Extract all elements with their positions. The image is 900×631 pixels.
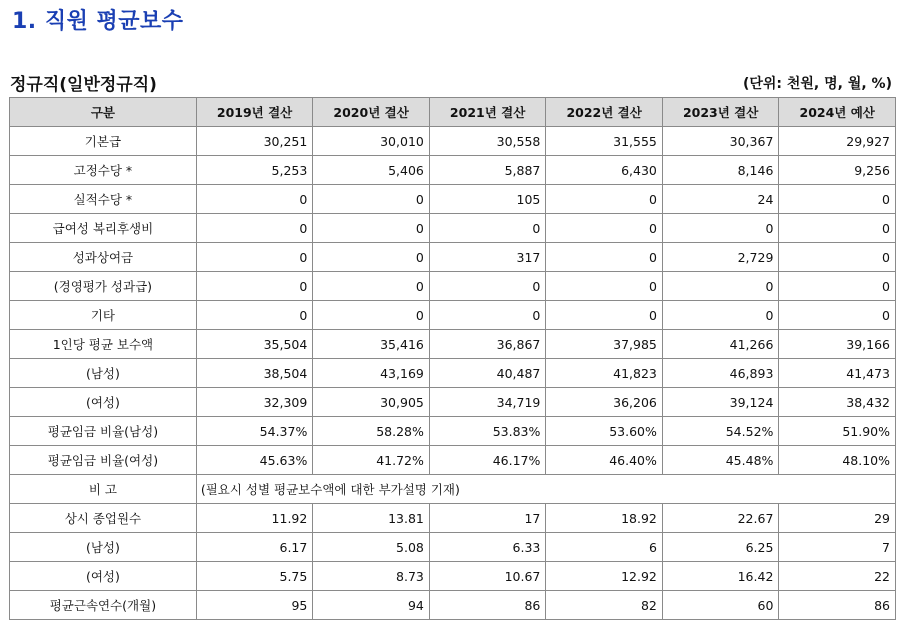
table-cell: 41.72%	[313, 446, 430, 475]
table-cell: 6.33	[429, 533, 546, 562]
table-row	[10, 388, 896, 417]
table-cell: 22.67	[662, 504, 779, 533]
table-cell: 60	[662, 591, 779, 620]
table-cell: 41,473	[779, 359, 896, 388]
table-cell: 12.92	[546, 562, 663, 591]
table-cell: 6	[546, 533, 663, 562]
table-cell: 29	[779, 504, 896, 533]
table-cell: 0	[196, 214, 313, 243]
column-header: 2024년 예산	[779, 98, 896, 127]
table-cell: 94	[313, 591, 430, 620]
table-cell: 8.73	[313, 562, 430, 591]
table-cell: 5.75	[196, 562, 313, 591]
column-header: 2020년 결산	[313, 98, 430, 127]
table-cell: 317	[429, 243, 546, 272]
table-cell: 0	[429, 214, 546, 243]
table-cell: 30,558	[429, 127, 546, 156]
column-header: 2022년 결산	[546, 98, 663, 127]
table-cell: 10.67	[429, 562, 546, 591]
table-cell: 18.92	[546, 504, 663, 533]
column-header: 2023년 결산	[662, 98, 779, 127]
table-cell: 9,256	[779, 156, 896, 185]
table-row	[10, 533, 896, 562]
row-label: 1인당 평균 보수액	[10, 330, 197, 359]
table-cell: 0	[779, 272, 896, 301]
table-cell: 46,893	[662, 359, 779, 388]
table-cell: 38,432	[779, 388, 896, 417]
table-cell: 0	[662, 272, 779, 301]
table-cell: 22	[779, 562, 896, 591]
table-cell: 35,504	[196, 330, 313, 359]
table-cell: 30,367	[662, 127, 779, 156]
table-cell: 17	[429, 504, 546, 533]
table-cell: 82	[546, 591, 663, 620]
table-cell: 48.10%	[779, 446, 896, 475]
row-label: 상시 종업원수	[10, 504, 197, 533]
table-cell: 0	[313, 214, 430, 243]
table-cell: 5,253	[196, 156, 313, 185]
table-row	[10, 185, 896, 214]
table-cell: 0	[779, 301, 896, 330]
table-row	[10, 417, 896, 446]
table-cell: 0	[313, 301, 430, 330]
table-cell: 36,206	[546, 388, 663, 417]
table-cell: 0	[546, 272, 663, 301]
remarks-label: 비 고	[10, 475, 197, 504]
table-cell: 11.92	[196, 504, 313, 533]
table-cell: 24	[662, 185, 779, 214]
table-cell: 0	[196, 185, 313, 214]
table-cell: 53.60%	[546, 417, 663, 446]
page-title: 1. 직원 평균보수	[12, 9, 184, 34]
table-cell: 105	[429, 185, 546, 214]
table-cell: 0	[546, 243, 663, 272]
table-cell: 54.52%	[662, 417, 779, 446]
table-cell: 46.40%	[546, 446, 663, 475]
table-cell: 0	[313, 243, 430, 272]
table-row	[10, 446, 896, 475]
table-row	[10, 127, 896, 156]
table-cell: 6.17	[196, 533, 313, 562]
table-cell: 7	[779, 533, 896, 562]
table-cell: 0	[313, 272, 430, 301]
table-cell: 86	[429, 591, 546, 620]
table-cell: 86	[779, 591, 896, 620]
table-cell: 0	[196, 272, 313, 301]
table-cell: 0	[779, 243, 896, 272]
table-row	[10, 562, 896, 591]
table-cell: 29,927	[779, 127, 896, 156]
table-cell: 43,169	[313, 359, 430, 388]
table-cell: 30,010	[313, 127, 430, 156]
table-cell: 2,729	[662, 243, 779, 272]
table-cell: 0	[313, 185, 430, 214]
row-label: (여성)	[10, 562, 197, 591]
table-cell: 45.48%	[662, 446, 779, 475]
table-cell: 13.81	[313, 504, 430, 533]
table-cell: 0	[546, 185, 663, 214]
table-cell: 95	[196, 591, 313, 620]
table-cell: 51.90%	[779, 417, 896, 446]
table-cell: 34,719	[429, 388, 546, 417]
table-cell: 0	[662, 214, 779, 243]
table-cell: 5,406	[313, 156, 430, 185]
row-label: 기본급	[10, 127, 197, 156]
table-cell: 0	[546, 301, 663, 330]
table-cell: 0	[429, 272, 546, 301]
row-label: 고정수당 *	[10, 156, 197, 185]
table-cell: 58.28%	[313, 417, 430, 446]
table-cell: 0	[779, 214, 896, 243]
table-cell: 40,487	[429, 359, 546, 388]
table-cell: 37,985	[546, 330, 663, 359]
table-cell: 31,555	[546, 127, 663, 156]
row-label: (경영평가 성과급)	[10, 272, 197, 301]
table-cell: 39,124	[662, 388, 779, 417]
table-row	[10, 272, 896, 301]
table-row	[10, 301, 896, 330]
table-cell: 32,309	[196, 388, 313, 417]
table-row	[10, 214, 896, 243]
table-row	[10, 504, 896, 533]
table-cell: 38,504	[196, 359, 313, 388]
header-row	[10, 98, 896, 127]
table-cell: 35,416	[313, 330, 430, 359]
row-label: 실적수당 *	[10, 185, 197, 214]
table-cell: 30,251	[196, 127, 313, 156]
table-cell: 0	[196, 301, 313, 330]
table-cell: 53.83%	[429, 417, 546, 446]
remarks-row	[10, 475, 896, 504]
table-cell: 54.37%	[196, 417, 313, 446]
salary-table	[9, 97, 896, 620]
row-label: (남성)	[10, 359, 197, 388]
table-cell: 45.63%	[196, 446, 313, 475]
table-cell: 46.17%	[429, 446, 546, 475]
table-cell: 8,146	[662, 156, 779, 185]
column-header: 2019년 결산	[196, 98, 313, 127]
row-label: 급여성 복리후생비	[10, 214, 197, 243]
table-row	[10, 330, 896, 359]
table-cell: 41,823	[546, 359, 663, 388]
column-header: 구분	[10, 98, 197, 127]
section-title: 정규직(일반정규직)	[10, 75, 157, 95]
unit-note: (단위: 천원, 명, 월, %)	[742, 76, 892, 92]
column-header: 2021년 결산	[429, 98, 546, 127]
table-cell: 6.25	[662, 533, 779, 562]
table-cell: 36,867	[429, 330, 546, 359]
table-row	[10, 243, 896, 272]
row-label: 평균임금 비율(여성)	[10, 446, 197, 475]
table-cell: 0	[429, 301, 546, 330]
table-cell: 16.42	[662, 562, 779, 591]
table-cell: 6,430	[546, 156, 663, 185]
table-cell: 0	[546, 214, 663, 243]
table-row	[10, 156, 896, 185]
table-cell: 39,166	[779, 330, 896, 359]
row-label: 기타	[10, 301, 197, 330]
table-cell: 0	[779, 185, 896, 214]
table-row	[10, 591, 896, 620]
row-label: 평균근속연수(개월)	[10, 591, 197, 620]
row-label: 평균임금 비율(남성)	[10, 417, 197, 446]
remarks-text: (필요시 성별 평균보수액에 대한 부가설명 기재)	[196, 475, 895, 504]
row-label: (남성)	[10, 533, 197, 562]
table-cell: 30,905	[313, 388, 430, 417]
table-cell: 5,887	[429, 156, 546, 185]
table-cell: 0	[662, 301, 779, 330]
table-cell: 41,266	[662, 330, 779, 359]
row-label: (여성)	[10, 388, 197, 417]
table-row	[10, 359, 896, 388]
row-label: 성과상여금	[10, 243, 197, 272]
table-cell: 0	[196, 243, 313, 272]
table-cell: 5.08	[313, 533, 430, 562]
